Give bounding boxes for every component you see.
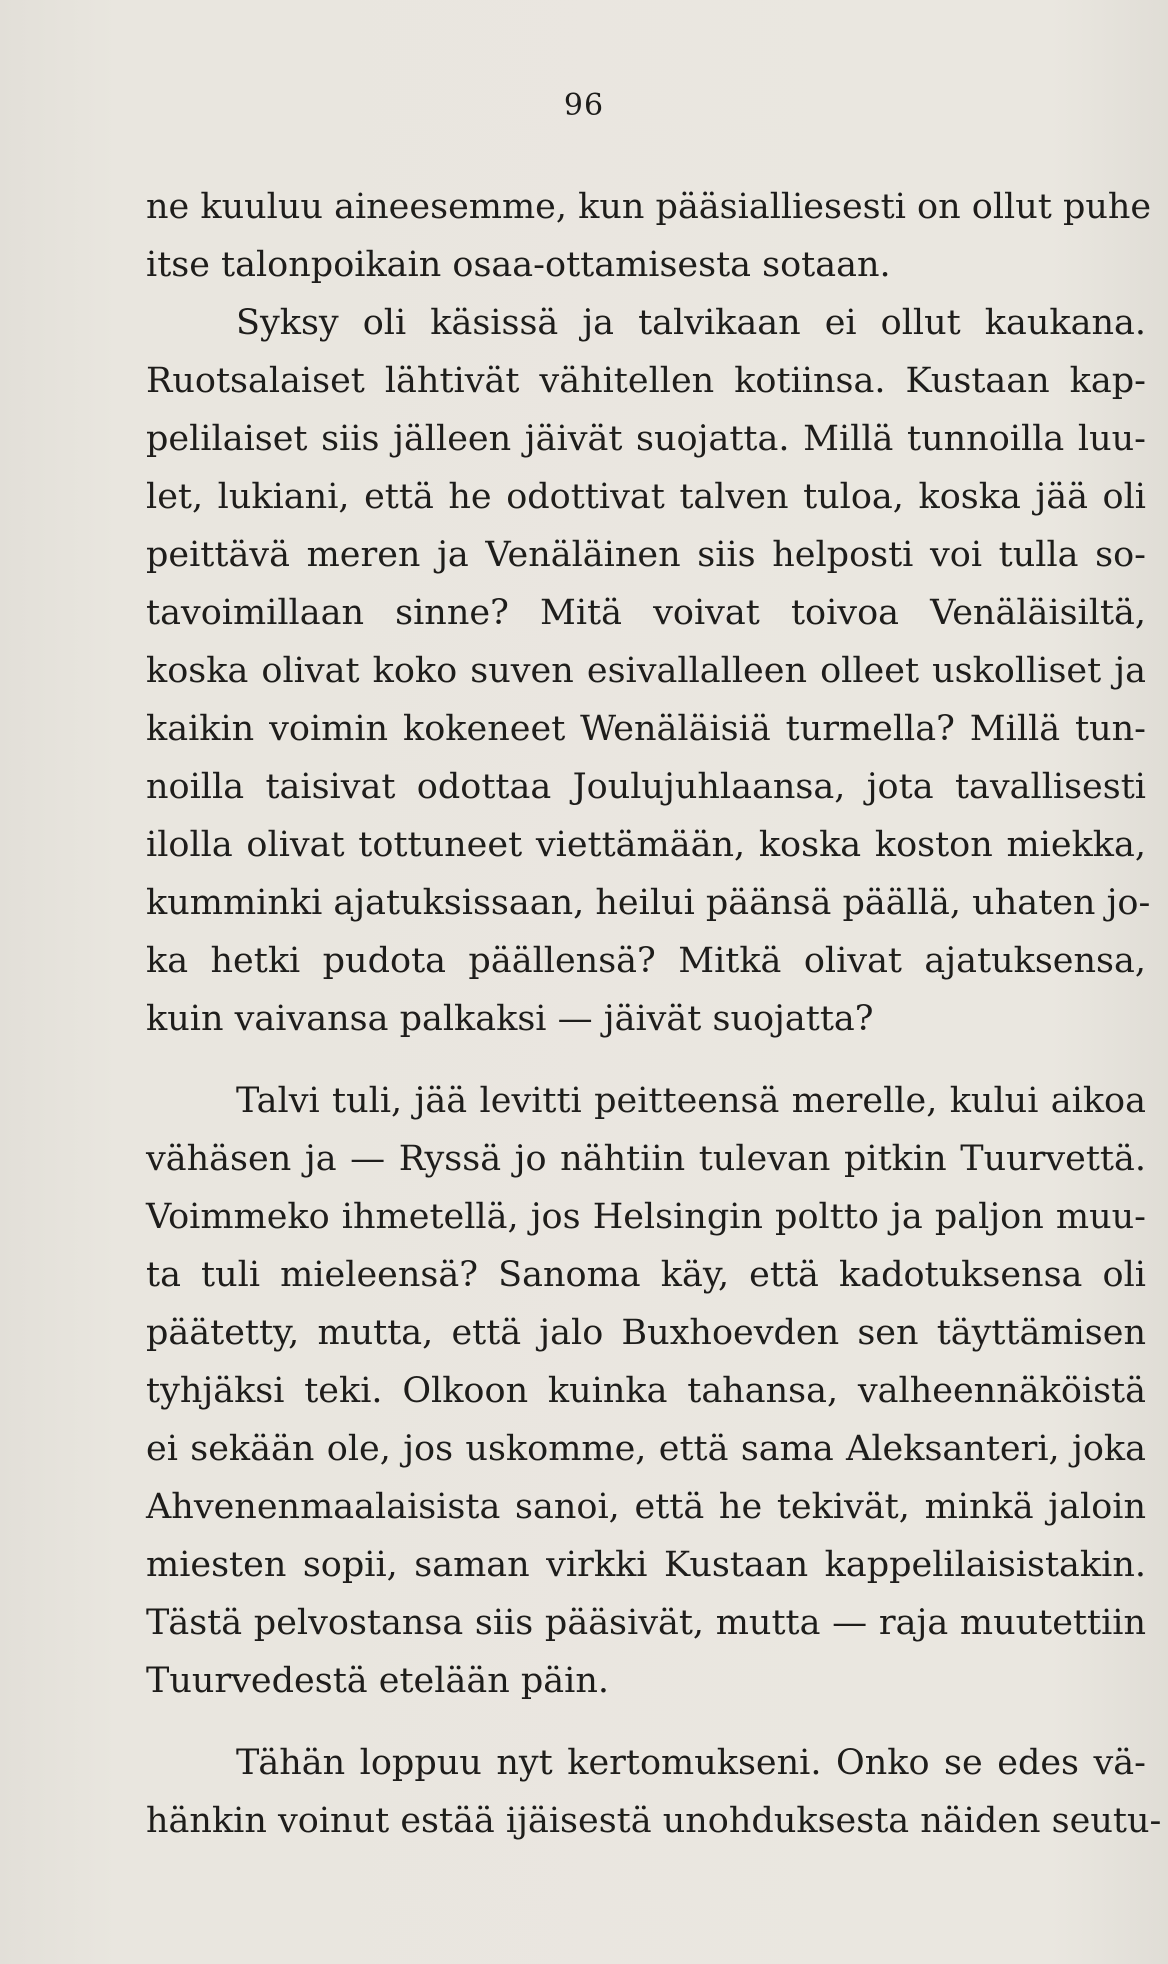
text-line: Ahvenenmaalaisista sanoi, että he tekivät, minkä jaloin — [146, 1487, 1146, 1527]
text-line: ilolla olivat tottuneet viettämään, koska koston miekka, — [146, 825, 1146, 865]
text-line: kuin vaivansa palkaksi — jäivät suojatta? — [146, 999, 874, 1039]
body-text — [146, 178, 1162, 1850]
paragraph — [146, 294, 1151, 1048]
text-line: let, lukiani, että he odottivat talven tuloa, koska jää oli — [146, 477, 1146, 517]
text-line: koska olivat koko suven esivallalleen olleet uskolliset ja — [146, 651, 1146, 691]
text-line: Voimmeko ihmetellä, jos Helsingin poltto ja paljon muu- — [146, 1197, 1146, 1237]
paragraph-gap — [146, 1048, 1146, 1072]
text-line: Syksy oli käsissä ja talvikaan ei ollut kaukana. — [236, 303, 1146, 343]
text-line: kaikin voimin kokeneet Wenäläisiä turmella? Millä tun- — [146, 709, 1146, 749]
text-line: itse talonpoikain osaa-ottamisesta sotaan. — [146, 245, 891, 285]
text-line: Tähän loppuu nyt kertomukseni. Onko se edes vä- — [236, 1743, 1146, 1783]
text-line: tavoimillaan sinne? Mitä voivat toivoa Venäläisiltä, — [146, 593, 1146, 633]
text-line: pelilaiset siis jälleen jäivät suojatta. Millä tunnoilla luu- — [146, 419, 1146, 459]
text-line: ne kuuluu aineesemme, kun pääsialliesesti on ollut puhe — [146, 187, 1152, 227]
text-line: hänkin voinut estää ijäisestä unohduksesta näiden seutu- — [146, 1801, 1162, 1841]
paragraph — [146, 1072, 1146, 1710]
paragraph — [146, 178, 1152, 294]
paragraph — [146, 1734, 1162, 1850]
text-line: vähäsen ja — Ryssä jo nähtiin tulevan pitkin Tuurvettä. — [146, 1139, 1146, 1179]
text-line: ei sekään ole, jos uskomme, että sama Aleksanteri, joka — [146, 1429, 1146, 1469]
text-line: Tuurvedestä etelään päin. — [146, 1661, 609, 1701]
paragraph-gap — [146, 1710, 1146, 1734]
text-line: Tästä pelvostansa siis pääsivät, mutta — raja muutettiin — [146, 1603, 1146, 1643]
text-line: Ruotsalaiset lähtivät vähitellen kotiinsa. Kustaan kap- — [146, 361, 1146, 401]
text-line: ka hetki pudota päällensä? Mitkä olivat ajatuksensa, — [146, 941, 1146, 981]
text-line: miesten sopii, saman virkki Kustaan kappelilaisistakin. — [146, 1545, 1146, 1585]
text-line: Talvi tuli, jää levitti peitteensä merelle, kului aikoa — [236, 1081, 1146, 1121]
text-line: päätetty, mutta, että jalo Buxhoevden sen täyttämisen — [146, 1313, 1146, 1353]
text-line: noilla taisivat odottaa Joulujuhlaansa, jota tavallisesti — [146, 767, 1146, 807]
text-line: peittävä meren ja Venäläinen siis helposti voi tulla so- — [146, 535, 1146, 575]
page-number: 96 — [563, 88, 605, 123]
text-line: ta tuli mieleensä? Sanoma käy, että kadotuksensa oli — [146, 1255, 1146, 1295]
text-line: tyhjäksi teki. Olkoon kuinka tahansa, valheennäköistä — [146, 1371, 1146, 1411]
text-line: kumminki ajatuksissaan, heilui päänsä päällä, uhaten jo- — [146, 883, 1151, 923]
